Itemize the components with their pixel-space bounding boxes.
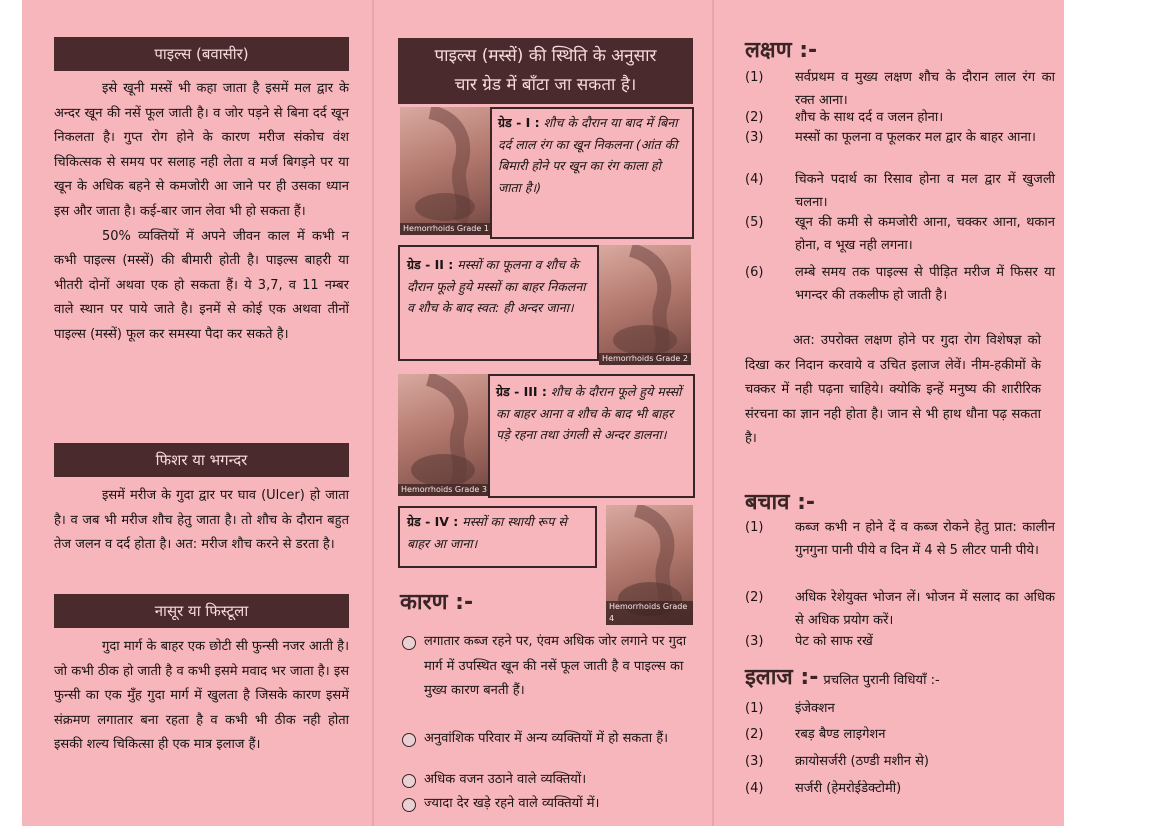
item-number: (2) xyxy=(745,590,764,605)
item-number: (6) xyxy=(745,265,764,280)
grade2-image xyxy=(599,245,691,365)
treatment-item xyxy=(745,777,1055,800)
item-number: (1) xyxy=(745,520,764,535)
grade1-text xyxy=(498,112,686,198)
item-number: (3) xyxy=(745,634,764,649)
symptom-item xyxy=(745,168,1055,214)
prevention-heading: बचाव :- xyxy=(745,490,816,515)
anatomy-illustration xyxy=(400,107,490,235)
item-text: लम्बे समय तक पाइल्स से पीड़ित मरीज में फिसर या भगन्दर की तकलीफ हो जाती है। xyxy=(795,265,1055,303)
symptom-item xyxy=(745,126,1055,149)
piles-percentage-paragraph: 50% व्यक्तियों में अपने जीवन काल में कभी न कभी पाइल्स (मस्सें) की बीमारी होती है। पाइल्स बाहरी या भीतरी दोनों अथवा एक हो सकता हैं। ये 3,7, व 11 नम्बर वाले स्थान पर पाये जाते है। इनमें से कोई एक अथवा तीनों पाइल्स (मस्सें) फूल कर समस्या पैदा कर सकते है। xyxy=(54,228,349,342)
fissure-paragraph: इसमें मरीज के गुदा द्वार पर घाव (Ulcer) हो जाता है। व जब भी मरीज शौच हेतु जाता है। तो शौच के दौरान बहुत तेज जलन व दर्द होता है। अत: मरीज शौच करने से डरता है। xyxy=(54,488,349,553)
bullet-icon xyxy=(402,733,416,747)
grade1-label: ग्रेड - I : xyxy=(498,115,540,130)
piles-paragraph: इसे खूनी मस्सें भी कहा जाता है इसमें मल द्वार के अन्दर खून की नसें फूल जाती है। व जोर पड़ने से बिना दर्द खून निकलता है। गुप्त रोग होने के कारण मरीज संकोच वंश चिकित्सक से समय पर सलाह नही लेता व मर्ज बिगड़ने पर या खून के अधिक बहने से कमजोरी आ जाने पर ही उसका ध्यान इस और जाता है। कई-बार जान लेवा भी हो सकता हैं। xyxy=(54,81,349,219)
prevention-item xyxy=(745,630,1055,653)
grade4-text xyxy=(407,511,591,554)
grade3-caption: Hemorrhoids Grade 3 xyxy=(398,484,488,496)
grade4-label: ग्रेड - IV : xyxy=(407,514,459,529)
grade4-image xyxy=(606,505,693,625)
grade1-caption: Hemorrhoids Grade 1 xyxy=(400,223,490,235)
grade3-label: ग्रेड - III : xyxy=(496,384,547,399)
prevention-item xyxy=(745,516,1055,562)
fold-line xyxy=(712,0,714,826)
item-text: सर्वप्रथम व मुख्य लक्षण शौच के दौरान लाल रंग का रक्त आना। xyxy=(795,70,1055,108)
column-grades xyxy=(398,0,698,826)
treatment-heading: इलाज :- xyxy=(745,665,819,690)
symptoms-heading: लक्षण :- xyxy=(745,38,818,63)
grade3-image xyxy=(398,374,488,496)
cause-item xyxy=(424,792,692,817)
item-text: पेट को साफ रखें xyxy=(795,634,873,649)
fistula-heading: नासूर या फिस्टूला xyxy=(54,594,349,628)
grade4-caption: Hemorrhoids Grade 4 xyxy=(606,601,693,625)
bullet-icon xyxy=(402,798,416,812)
item-number: (3) xyxy=(745,754,764,769)
grade1-image xyxy=(400,107,490,235)
grade4-description: मस्सों का स्थायी रूप से बाहर आ जाना। xyxy=(407,514,567,551)
grades-title-line1: पाइल्स (मस्सें) की स्थिति के अनुसार xyxy=(434,46,657,66)
symptom-item xyxy=(745,211,1055,257)
cause-item xyxy=(424,768,692,793)
anatomy-illustration xyxy=(398,374,488,496)
cause-text: ज्यादा देर खड़े रहने वाले व्यक्तियों में। xyxy=(424,796,600,811)
cause-text: अनुवांशिक परिवार में अन्य व्यक्तियों में हो सकता हैं। xyxy=(424,731,669,746)
cause-text: लगातार कब्ज रहने पर, एंवम अधिक जोर लगाने पर गुदा मार्ग में उपस्थित खून की नसें फूल जाती है व पाइल्स का मुख्य कारण बनती हैं। xyxy=(424,634,687,699)
item-number: (5) xyxy=(745,215,764,230)
item-text: इंजेक्शन xyxy=(795,701,835,716)
item-text: अधिक रेशेयुक्त भोजन लें। भोजन में सलाद का अधिक से अधिक प्रयोग करें। xyxy=(795,590,1055,628)
item-number: (4) xyxy=(745,172,764,187)
item-number: (4) xyxy=(745,781,764,796)
symptom-item xyxy=(745,261,1055,307)
prevention-item xyxy=(745,586,1055,632)
column-piles-types xyxy=(54,0,349,826)
fissure-heading: फिशर या भगन्दर xyxy=(54,443,349,477)
item-number: (1) xyxy=(745,70,764,85)
treatment-heading-row xyxy=(745,661,940,691)
symptoms-advice-paragraph: अत: उपरोक्त लक्षण होने पर गुदा रोग विशेषज्ञ को दिखा कर निदान करवाये व उचित इलाज लेवें। नीम-हकीमों के चक्कर में नही पढ़ना चाहिये। क्योकि इन्हें मनुष्य की शारीरिक संरचना का ज्ञान नही होता है। जान से भी हाथ धौना पढ़ सकता है। xyxy=(745,333,1041,447)
grade2-caption: Hemorrhoids Grade 2 xyxy=(599,353,691,365)
treatment-item xyxy=(745,697,1055,720)
item-number: (1) xyxy=(745,701,764,716)
grade2-description: मस्सों का फूलना व शौच के दौरान फूले हुये मस्सों का बाहर निकलना व शौच के बाद स्वत: ही अन्दर जाना। xyxy=(407,257,586,315)
item-text: मस्सों का फूलना व फूलकर मल द्वार के बाहर आना। xyxy=(795,130,1036,145)
item-number: (2) xyxy=(745,727,764,742)
cause-text: अधिक वजन उठाने वाले व्यक्तियों। xyxy=(424,772,587,787)
grade3-description: शौच के दौरान फूले हुये मस्सों का बाहर आना व शौच के बाद भी बाहर पड़े रहना तथा उंगली से अन्दर डालना। xyxy=(496,384,682,442)
item-text: शौच के साथ दर्द व जलन होना। xyxy=(795,110,944,125)
bullet-icon xyxy=(402,774,416,788)
item-text: रबड़ बैण्ड लाइगेशन xyxy=(795,727,886,742)
column-symptoms xyxy=(745,0,1055,826)
causes-heading: कारण :- xyxy=(400,590,474,615)
grade3-text xyxy=(496,381,687,446)
cause-item xyxy=(424,727,692,752)
piles-heading: पाइल्स (बवासीर) xyxy=(54,37,349,71)
treatment-item xyxy=(745,750,1055,773)
item-text: खून की कमी से कमजोरी आना, चक्कर आना, थकान होना, व भूख नही लगना। xyxy=(795,215,1055,253)
grade1-description: शौच के दौरान या बाद में बिना दर्द लाल रंग का खून निकलना (आंत की बिमारी होने पर खून का रंग काला हो जाता है।) xyxy=(498,115,678,195)
grades-title xyxy=(398,38,693,104)
item-text: सर्जरी (हेमरोईडेक्टोमी) xyxy=(795,781,902,796)
grade2-text xyxy=(407,254,593,319)
treatment-subheading: प्रचलित पुरानी विधियाँ :- xyxy=(823,673,940,688)
grades-title-line2: चार ग्रेड में बाँटा जा सकता है। xyxy=(454,75,637,95)
cause-item xyxy=(424,630,692,704)
treatment-item xyxy=(745,723,1055,746)
fold-line xyxy=(372,0,374,826)
item-text: कब्ज कभी न होने दें व कब्ज रोकने हेतु प्रात: कालीन गुनगुना पानी पीये व दिन में 4 से 5 लीटर पानी पीये। xyxy=(795,520,1055,558)
bullet-icon xyxy=(402,636,416,650)
fistula-paragraph: गुदा मार्ग के बाहर एक छोटी सी फुन्सी नजर आती है। जो कभी ठीक हो जाती है व कभी इसमे मवाद भर जाता है। इस फुन्सी का एक मुँह गुदा मार्ग में खुलता है जिसके कारण इसमें संक्रमण लगातार बना रहता है व कभी भी ठीक नही होता इसकी शल्य चिकित्सा ही एक मात्र इलाज हैं। xyxy=(54,639,349,753)
item-number: (2) xyxy=(745,110,764,125)
grade2-label: ग्रेड - II : xyxy=(407,257,454,272)
item-number: (3) xyxy=(745,130,764,145)
item-text: क्रायोसर्जरी (ठण्डी मशीन से) xyxy=(795,754,929,769)
anatomy-illustration xyxy=(599,245,691,365)
item-text: चिकने पदार्थ का रिसाव होना व मल द्वार में खुजली चलना। xyxy=(795,172,1055,210)
